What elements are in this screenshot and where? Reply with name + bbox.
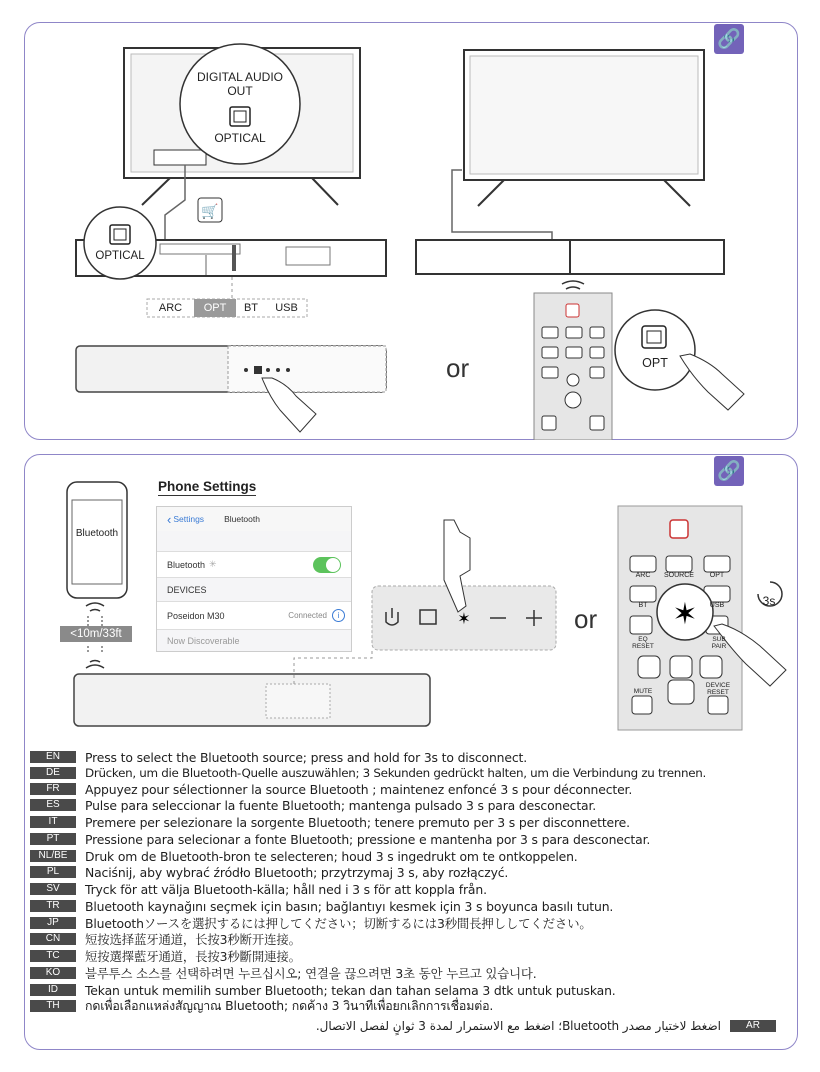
instruction-row bbox=[30, 750, 527, 764]
or-label-2: or bbox=[574, 604, 598, 634]
source-opt: OPT bbox=[203, 302, 227, 314]
source-selector bbox=[147, 300, 307, 316]
remote-label-opt: OPT bbox=[709, 572, 725, 579]
source-usb: USB bbox=[275, 302, 298, 314]
lang-code: TH bbox=[30, 1000, 76, 1012]
hold-time-label: 3s bbox=[762, 594, 776, 608]
lang-code: TR bbox=[30, 900, 76, 912]
instruction-row bbox=[30, 798, 596, 812]
instruction-row bbox=[30, 865, 508, 879]
lang-code: KO bbox=[30, 967, 76, 979]
remote-opt-label: OPT bbox=[642, 356, 668, 370]
instruction-text: Bluetooth kaynağını seçmek için basın; bağlantıyı kesmek için 3 s boyunca basılı tutun. bbox=[85, 898, 614, 914]
link-icon-2[interactable]: 🔗 bbox=[714, 456, 744, 486]
optical-port-label: OPTICAL bbox=[95, 250, 145, 262]
optical-setup-illustration bbox=[0, 0, 820, 440]
instruction-row bbox=[30, 932, 301, 946]
remote-label-mute: MUTE bbox=[633, 688, 653, 695]
bluetooth-setup-illustration bbox=[0, 440, 820, 740]
instruction-row bbox=[30, 849, 578, 863]
remote-label-eq-reset: EQ RESET bbox=[632, 636, 654, 650]
callout-digital-audio-out: DIGITAL AUDIO OUT bbox=[196, 70, 283, 98]
discoverable-text: Now Discoverable bbox=[167, 635, 240, 646]
instruction-row bbox=[30, 815, 630, 829]
svg-text:✶: ✶ bbox=[457, 609, 471, 628]
settings-screen-title: Bluetooth bbox=[224, 514, 260, 524]
range-badge: <10m/33ft bbox=[60, 626, 132, 642]
svg-text:🛒: 🛒 bbox=[201, 204, 219, 220]
info-icon[interactable]: i bbox=[332, 609, 345, 622]
lang-code: ID bbox=[30, 984, 76, 996]
lang-code: CN bbox=[30, 933, 76, 945]
instruction-text: Drücken, um die Bluetooth-Quelle auszuwählen; 3 Sekunden gedrückt halten, um die Verbindung zu trennen. bbox=[85, 766, 706, 780]
lang-code: AR bbox=[730, 1020, 776, 1032]
lang-code: FR bbox=[30, 783, 76, 795]
bluetooth-toggle[interactable] bbox=[313, 557, 341, 573]
or-label-1: or bbox=[446, 353, 470, 383]
remote-label-sub-pair: SUB PAIR bbox=[711, 636, 727, 650]
instruction-row-ar bbox=[300, 1018, 776, 1034]
lang-code: TC bbox=[30, 950, 76, 962]
settings-back-link[interactable]: Settings bbox=[173, 514, 205, 524]
instruction-text: Tryck för att välja Bluetooth-källa; håll ned i 3 s för att koppla från. bbox=[85, 881, 487, 897]
bt-row-label: Bluetooth bbox=[167, 559, 206, 570]
instruction-text: Appuyez pour sélectionner la source Bluetooth ; maintenez enfoncé 3 s pour déconnecter. bbox=[85, 781, 633, 797]
source-arc: ARC bbox=[158, 302, 183, 314]
lang-code: EN bbox=[30, 751, 76, 763]
lang-code: IT bbox=[30, 816, 76, 828]
lang-code: PL bbox=[30, 866, 76, 878]
loading-spinner-icon: ✳ bbox=[209, 559, 217, 569]
phone-settings-screen bbox=[156, 506, 352, 652]
instruction-text: Press to select the Bluetooth source; press and hold for 3s to disconnect. bbox=[85, 749, 528, 765]
lang-code: NL/BE bbox=[30, 850, 76, 862]
instruction-text: กดเพื่อเลือกแหล่งสัญญาณ Bluetooth; กดค้าง 3 วินาทีเพื่อยกเลิกการเชื่อมต่อ. bbox=[85, 997, 494, 1013]
lang-code: PT bbox=[30, 833, 76, 845]
instruction-text: Pressione para selecionar a fonte Bluetooth; pressione e mantenha por 3 s para desconectar. bbox=[85, 831, 651, 847]
instruction-text: Bluetoothソースを選択するには押してください；切断するには3秒間長押ししてください。 bbox=[85, 916, 592, 931]
svg-text:✶: ✶ bbox=[672, 597, 698, 632]
instruction-row bbox=[30, 983, 616, 997]
lang-code: JP bbox=[30, 917, 76, 929]
devices-header: DEVICES bbox=[167, 584, 207, 595]
lang-code: DE bbox=[30, 767, 76, 779]
remote-label-bt: BT bbox=[638, 602, 648, 609]
instruction-text: 블루투스 소스를 선택하려면 누르십시오; 연결을 끊으려면 3초 동안 누르고 있습니다. bbox=[85, 966, 537, 981]
back-chevron-icon[interactable]: ‹ bbox=[167, 511, 172, 527]
phone-bluetooth-label: Bluetooth bbox=[75, 528, 119, 539]
device-name[interactable]: Poseidon M30 bbox=[167, 610, 225, 621]
lang-code: ES bbox=[30, 799, 76, 811]
instruction-row bbox=[30, 782, 632, 796]
instruction-row bbox=[30, 949, 301, 963]
instruction-text: Tekan untuk memilih sumber Bluetooth; tekan dan tahan selama 3 dtk untuk putuskan. bbox=[85, 982, 616, 998]
instruction-row bbox=[30, 916, 592, 930]
instruction-text: 短按选择蓝牙通道，长按3秒断开连接。 bbox=[85, 932, 301, 947]
instruction-text: Druk om de Bluetooth-bron te selecteren; houd 3 s ingedrukt om te ontkoppelen. bbox=[85, 848, 578, 864]
instruction-row bbox=[30, 899, 613, 913]
remote-label-usb: USB bbox=[709, 602, 725, 609]
instruction-row bbox=[30, 766, 706, 780]
device-status: Connected bbox=[288, 611, 327, 620]
instruction-text: اضغط لاختيار مصدر Bluetooth؛ اضغط مع الاستمرار لمدة 3 ثوانٍ لفصل الاتصال. bbox=[315, 1019, 721, 1033]
instruction-text: Premere per selezionare la sorgente Bluetooth; tenere premuto per 3 s per disconnettere. bbox=[85, 814, 630, 830]
instruction-row bbox=[30, 882, 487, 896]
phone-settings-title: Phone Settings bbox=[158, 479, 257, 494]
instruction-text: Pulse para seleccionar la fuente Bluetooth; mantenga pulsado 3 s para desconectar. bbox=[85, 797, 597, 813]
instruction-row bbox=[30, 832, 650, 846]
instruction-row bbox=[30, 966, 537, 980]
instruction-row bbox=[30, 999, 493, 1013]
remote-label-source: SOURCE bbox=[664, 572, 694, 579]
callout-optical-label: OPTICAL bbox=[214, 131, 266, 145]
link-icon[interactable]: 🔗 bbox=[714, 24, 744, 54]
instruction-text: 短按選擇藍牙通道，長按3秒斷開連接。 bbox=[85, 949, 301, 964]
source-bt: BT bbox=[243, 302, 259, 314]
remote-label-device-reset: DEVICE RESET bbox=[705, 682, 731, 696]
remote-label-arc: ARC bbox=[635, 572, 651, 579]
lang-code: SV bbox=[30, 883, 76, 895]
instruction-text: Naciśnij, aby wybrać źródło Bluetooth; przytrzymaj 3 s, aby rozłączyć. bbox=[85, 864, 509, 880]
